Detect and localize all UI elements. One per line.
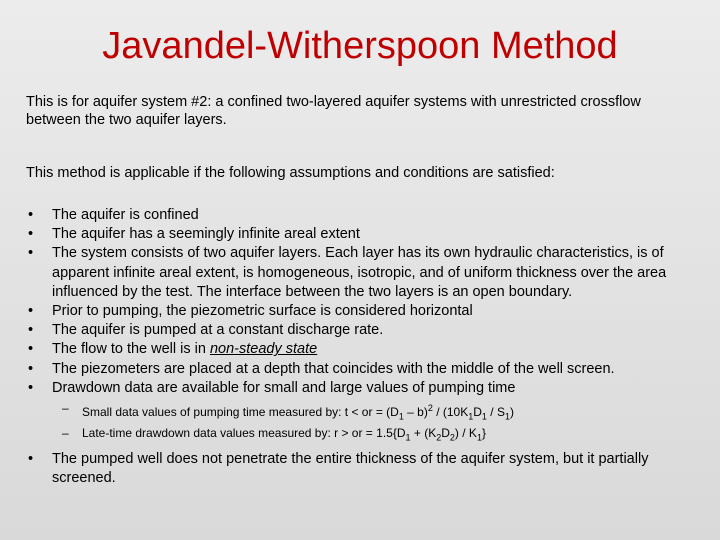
bullet-infinite-extent: • The aquifer has a seemingly infinite areal extent [26,225,696,244]
bullet-constant-discharge: • The aquifer is pumped at a constant discharge rate. [26,321,696,340]
bullet-drawdown-data [26,379,696,446]
bullet-flow-state-text: The flow to the well is in [52,341,210,358]
bullet-confined: • The aquifer is confined [26,206,696,225]
bullet-drawdown-text: Drawdown data are available for small and large values of pumping time [52,379,516,396]
drawdown-sub-list [52,400,696,446]
applicability-paragraph: This method is applicable if the following assumptions and conditions are satisfied: [26,165,555,181]
sub-bullet-small-time: – Small data values of pumping time measured by: t < or = $(D_1 - b)^2 / (10K_1D_1 / S_1)$ [52,400,696,425]
bullet-flow-state [26,340,696,359]
bullet-two-layers: • The system consists of two aquifer layers. Each layer has its own hydraulic characteristics, is of apparent infinite areal extent, is homogeneous, isotropic, and of uniform thickness over the area influenced by the test. The interface between the two layers is an open boundary. [26,244,696,302]
bullet-piezometers: • The piezometers are placed at a depth that coincides with the middle of the well screen. [26,360,696,379]
intro-paragraph: This is for aquifer system #2: a confined two-layered aquifer systems with unrestricted crossflow between the two aquifer layers. [26,94,641,128]
non-steady-state-emphasis: non-steady state [209,341,318,358]
sub-bullet-late-time: – Late-time drawdown data values measured by: r > or = $1.5\{D_1 + (K_2D_2) / K_1\}$ [52,425,696,446]
slide-title: Javandel-Witherspoon Method [102,25,618,67]
bullet-horizontal-surface: • Prior to pumping, the piezometric surface is considered horizontal [26,302,696,321]
assumptions-list [26,206,696,488]
bullet-partial-penetration: • The pumped well does not penetrate the entire thickness of the aquifer system, but it partially screened. [26,450,696,488]
